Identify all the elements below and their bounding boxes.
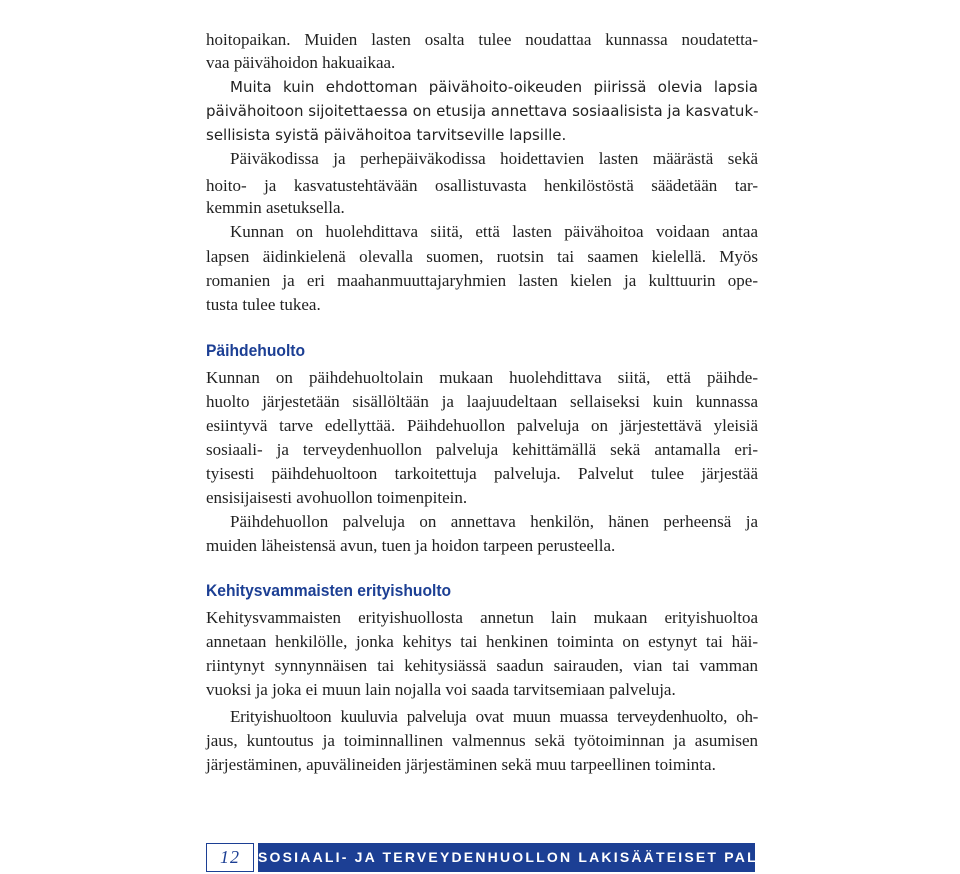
body-line: Erityishuoltoon kuuluvia palveluja ovat muun muassa terveydenhuolto, oh- bbox=[230, 707, 758, 726]
body-line: sellisista syistä päivähoitoa tarvitseville lapsille. bbox=[206, 126, 567, 144]
body-line: vuoksi ja joka ei muun lain nojalla voi saada tarvitsemiaan palveluja. bbox=[206, 680, 676, 699]
body-line: hoito- ja kasvatustehtävään osallistuvasta henkilöstöstä säädetään tar- bbox=[206, 176, 758, 195]
running-title: SOSIAALI- JA TERVEYDENHUOLLON LAKISÄÄTEISET PALVELUT bbox=[258, 843, 755, 872]
body-line: riintynyt synnynnäisen tai kehitysiässä saadun sairauden, vian tai vamman bbox=[206, 656, 758, 675]
body-line: vaa päivähoidon hakuaikaa. bbox=[206, 53, 396, 72]
body-line: muiden läheistensä avun, tuen ja hoidon tarpeen perusteella. bbox=[206, 536, 616, 555]
body-line: annetaan henkilölle, jonka kehitys tai henkinen toiminta on estynyt tai häi- bbox=[206, 632, 758, 651]
body-line: tyisesti päihdehuoltoon tarkoitettuja palveluja. Palvelut tulee järjestää bbox=[206, 464, 758, 483]
page-number: 12 bbox=[206, 843, 254, 872]
body-line: Muita kuin ehdottoman päivähoito-oikeuden piirissä olevia lapsia bbox=[230, 78, 758, 96]
body-line: Päiväkodissa ja perhepäiväkodissa hoidettavien lasten määrästä sekä bbox=[230, 149, 758, 168]
body-line: lapsen äidinkielenä olevalla suomen, ruotsin tai saamen kielellä. Myös bbox=[206, 247, 758, 266]
body-line: tusta tulee tukea. bbox=[206, 295, 321, 314]
section-heading: Kehitysvammaisten erityishuolto bbox=[206, 581, 452, 600]
body-line: päivähoitoon sijoitettaessa on etusija annettava sosiaalisista ja kasvatuk- bbox=[206, 102, 759, 120]
body-line: Päihdehuollon palveluja on annettava henkilön, hänen perheensä ja bbox=[230, 512, 758, 531]
body-line: ensisijaisesti avohuollon toimenpitein. bbox=[206, 488, 468, 507]
body-line: esiintyvä tarve edellyttää. Päihdehuollon palveluja on järjestettävä yleisiä bbox=[206, 416, 758, 435]
body-line: romanien ja eri maahanmuuttajaryhmien lasten kielen ja kulttuurin ope- bbox=[206, 271, 758, 290]
body-line: Kehitysvammaisten erityishuollosta annetun lain mukaan erityishuoltoa bbox=[206, 608, 758, 627]
body-line: Kunnan on huolehdittava siitä, että lasten päivähoitoa voidaan antaa bbox=[230, 222, 758, 241]
body-line: sosiaali- ja terveydenhuollon palveluja kehittämällä sekä antamalla eri- bbox=[206, 440, 758, 459]
body-line: hoitopaikan. Muiden lasten osalta tulee noudattaa kunnassa noudatetta- bbox=[206, 30, 758, 49]
body-line: kemmin asetuksella. bbox=[206, 198, 345, 217]
body-line: järjestäminen, apuvälineiden järjestäminen sekä muu tarpeellinen toiminta. bbox=[206, 755, 716, 774]
body-line: Kunnan on päihdehuoltolain mukaan huolehdittava siitä, että päihde- bbox=[206, 368, 758, 387]
section-heading: Päihdehuolto bbox=[206, 341, 306, 360]
body-line: jaus, kuntoutus ja toiminnallinen valmennus sekä työtoiminnan ja asumisen bbox=[206, 731, 758, 750]
page-footer bbox=[206, 843, 814, 874]
body-line: huolto järjestetään sisällöltään ja laajuudeltaan sellaiseksi kuin kunnassa bbox=[206, 392, 758, 411]
